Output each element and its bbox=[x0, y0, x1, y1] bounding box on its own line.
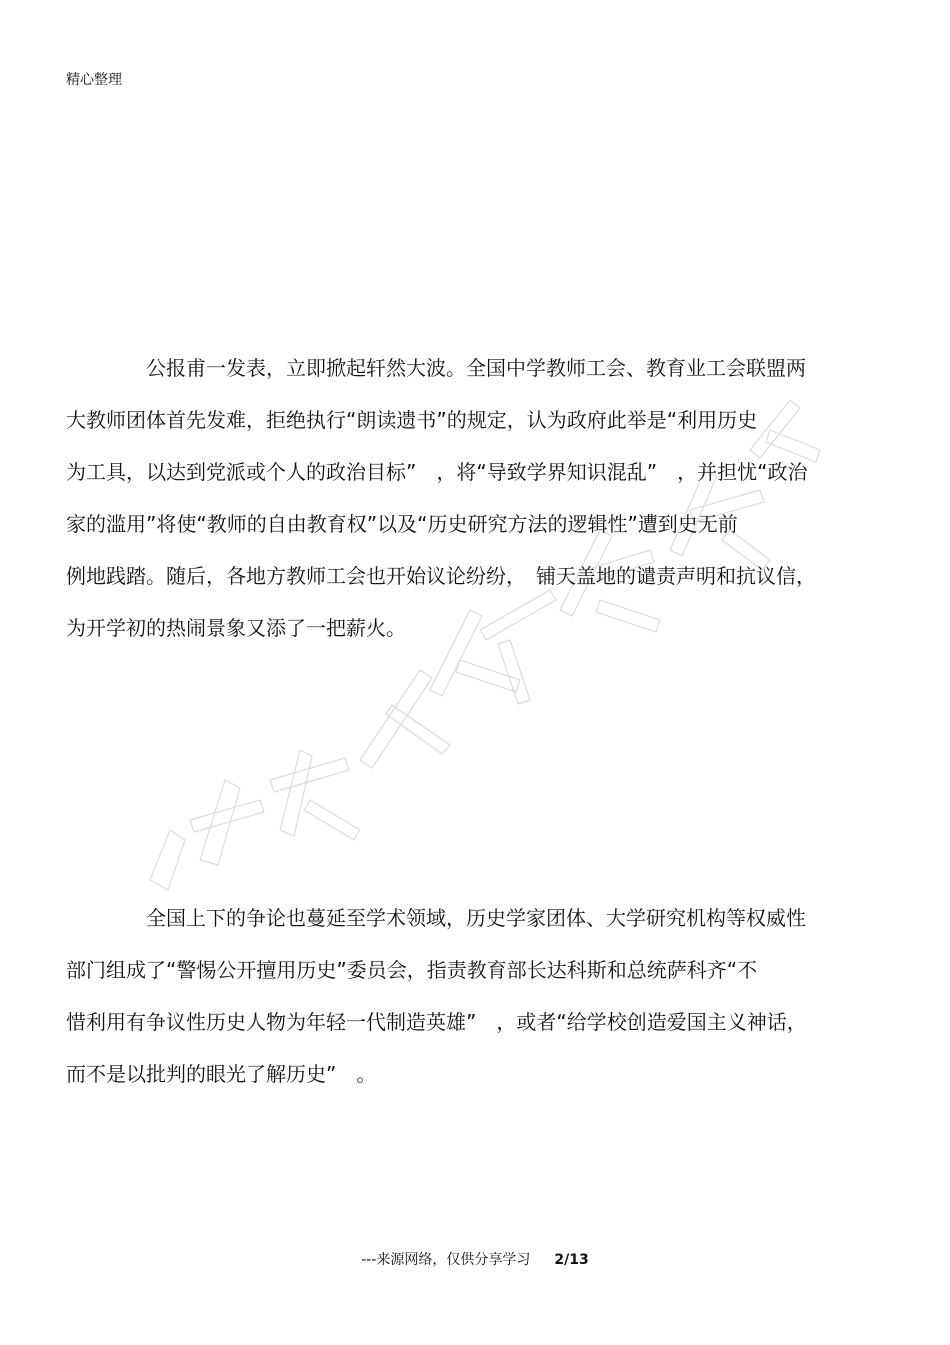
paragraph-line: 全国上下的争论也蔓延至学术领域，历史学家团体、大学研究机构等权威性 bbox=[146, 906, 806, 930]
paragraph-line: 大教师团体首先发难，拒绝执行“朗读遗书”的规定，认为政府此举是“利用历史 bbox=[66, 408, 758, 432]
paragraph-2 bbox=[66, 904, 876, 1112]
header-note: 精心整理 bbox=[66, 72, 122, 88]
paragraph-line: 部门组成了“警惕公开擅用历史”委员会，指责教育部长达科斯和总统萨科齐“不 bbox=[66, 958, 758, 982]
page-number: 2/13 bbox=[554, 1252, 589, 1268]
paragraph-1 bbox=[66, 354, 876, 666]
paragraph-line: 家的滥用”将使“教师的自由教育权”以及“历史研究方法的逻辑性”遭到史无前 bbox=[66, 512, 738, 536]
paragraph-line: 而不是以批判的眼光了解历史” 。 bbox=[66, 1062, 377, 1086]
paragraph-line: 为开学初的热闹景象又添了一把薪火。 bbox=[66, 616, 406, 640]
page-footer bbox=[0, 1250, 950, 1270]
paragraph-line: 例地践踏。随后，各地方教师工会也开始议论纷纷， 铺天盖地的谴责声明和抗议信， bbox=[66, 564, 816, 588]
paragraph-line: 惜利用有争议性历史人物为年轻一代制造英雄” ，或者“给学校创造爱国主义神话， bbox=[66, 1010, 807, 1034]
paragraph-line: 为工具，以达到党派或个人的政治目标” ，将“导致学界知识混乱” ，并担忧“政治 bbox=[66, 460, 808, 484]
footer-source: ---来源网络，仅供分享学习 bbox=[361, 1252, 531, 1268]
paragraph-line: 公报甫一发表，立即掀起轩然大波。全国中学教师工会、教育业工会联盟两 bbox=[146, 356, 806, 380]
